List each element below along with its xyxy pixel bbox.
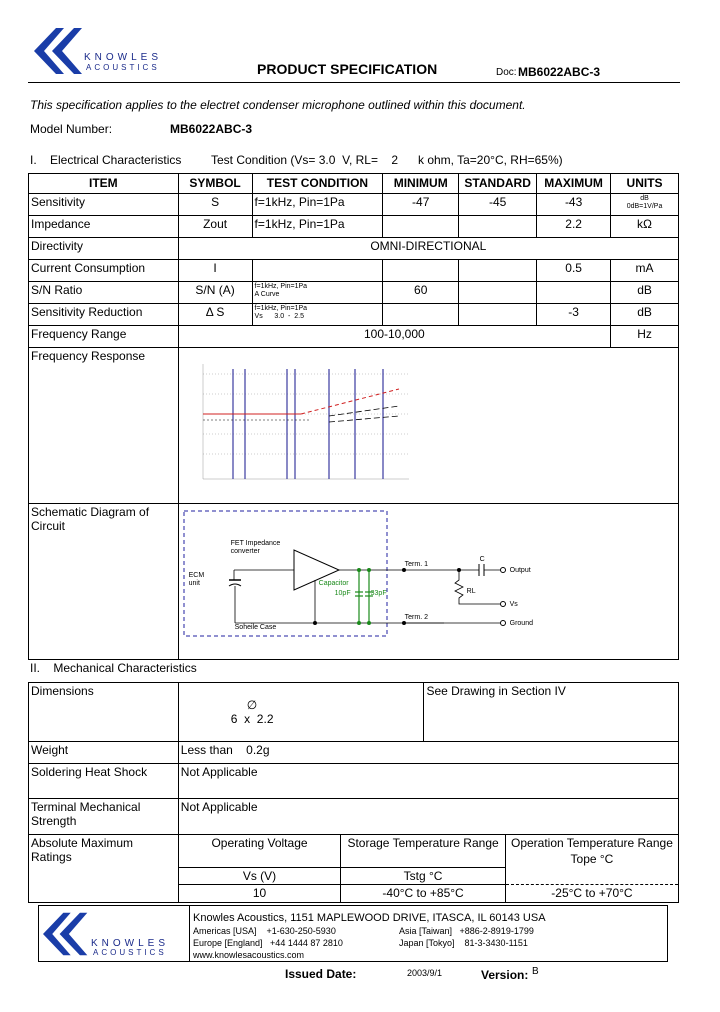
- ecm-label-2: unit: [188, 580, 200, 587]
- dimensions-value: 6 x 2.2: [230, 712, 274, 726]
- row-unit: [611, 194, 679, 216]
- frequency-response-row: [29, 348, 679, 504]
- storage-temp-header: Storage Temperature Range: [341, 835, 506, 867]
- header-minimum: MINIMUM: [383, 174, 459, 194]
- ratings-row: [29, 835, 679, 903]
- ratings-value-row: [179, 884, 678, 902]
- soldering-value: Not Applicable: [178, 764, 678, 799]
- row-unit: Hz: [611, 326, 679, 348]
- ratings-header-row: [179, 835, 678, 867]
- row-max: 0.5: [537, 260, 611, 282]
- row-item: Directivity: [29, 238, 179, 260]
- ecm-label-1: ECM: [188, 572, 205, 579]
- table-row: [29, 194, 679, 216]
- soldering-label: Soldering Heat Shock: [29, 764, 179, 799]
- header-standard: STANDARD: [459, 174, 537, 194]
- table-row: [29, 260, 679, 282]
- cond-vs: Vs: [254, 313, 263, 320]
- weight-label: Weight: [29, 742, 179, 764]
- row-item: Impedance: [29, 216, 179, 238]
- table-row: [29, 326, 679, 348]
- row-min: [383, 216, 459, 238]
- freq-response-label: Frequency Response: [29, 348, 179, 504]
- test-condition: Test Condition (Vs= 3.0 V, RL= 2 k ohm, Ta=20°C, RH=65%): [211, 153, 563, 167]
- cond-range: 3.0 - 2.5: [274, 313, 304, 320]
- footer-europe: Europe [England] +44 1444 87 2810: [193, 938, 343, 948]
- table-row: [29, 238, 679, 260]
- row-unit: dB: [611, 282, 679, 304]
- logo-line2: ACOUSTICS: [86, 63, 160, 72]
- row-unit: dB: [611, 304, 679, 326]
- electrical-section-title: I. Electrical Characteristics: [30, 153, 182, 167]
- dimensions-label: Dimensions: [29, 683, 179, 742]
- output-label: Output: [509, 567, 531, 574]
- row-unit: kΩ: [611, 216, 679, 238]
- version-label: Version:: [481, 968, 529, 982]
- row-item: Sensitivity Reduction: [29, 304, 179, 326]
- rl-label: RL: [466, 588, 476, 595]
- row-item: Sensitivity: [29, 194, 179, 216]
- doc-label: Doc:: [496, 67, 517, 78]
- unit-ref: 0dB=1V/Pa: [626, 203, 663, 210]
- weight-row: [29, 742, 679, 764]
- fet-label-1: FET Impedance: [230, 540, 281, 547]
- operation-temp-header: [505, 835, 678, 884]
- cond-line-1: f=1kHz, Pin=1Pa: [254, 283, 308, 290]
- row-symbol: S/N (A): [178, 282, 252, 304]
- c-label: C: [479, 556, 485, 563]
- vs-label: Vs: [509, 601, 518, 608]
- header-test-condition: TEST CONDITION: [252, 174, 383, 194]
- row-item: Frequency Range: [29, 326, 179, 348]
- page-title: PRODUCT SPECIFICATION: [257, 61, 438, 77]
- ratings-grid: [179, 835, 678, 902]
- tope-symbol: Tope °C: [570, 852, 614, 866]
- fet-label-2: converter: [230, 548, 260, 555]
- soldering-row: [29, 764, 679, 799]
- row-max: [537, 282, 611, 304]
- term2-label: Term. 2: [404, 614, 428, 621]
- footer-company: Knowles Acoustics, 1151 MAPLEWOOD DRIVE, ITASCA, IL 60143 USA: [193, 912, 546, 924]
- row-condition: [252, 260, 383, 282]
- logo-line1: KNOWLES: [84, 52, 163, 63]
- footer-box: [38, 905, 668, 962]
- tope-value: -25°C to +70°C: [505, 884, 678, 902]
- capacitor-label: Capacitor: [318, 580, 349, 587]
- header-item: ITEM: [29, 174, 179, 194]
- op-voltage-header: Operating Voltage: [179, 835, 341, 867]
- doc-value: MB6022ABC-3: [518, 65, 601, 79]
- footer-logo-k-icon: [43, 912, 91, 956]
- diameter-icon: ∅: [246, 698, 258, 712]
- vs-value: 10: [179, 884, 341, 902]
- ground-label: Ground: [509, 620, 533, 627]
- row-max: -3: [537, 304, 611, 326]
- row-symbol: S: [178, 194, 252, 216]
- header-rule: [28, 82, 680, 83]
- row-value: 100-10,000: [178, 326, 610, 348]
- row-unit: mA: [611, 260, 679, 282]
- cond-line-2: A Curve: [254, 291, 280, 298]
- vs-symbol: Vs (V): [179, 867, 341, 884]
- dimensions-value-cell: [178, 683, 424, 742]
- dimensions-note: See Drawing in Section IV: [424, 683, 679, 742]
- header-symbol: SYMBOL: [178, 174, 252, 194]
- mechanical-table: [28, 682, 679, 903]
- footer-americas: Americas [USA] +1-630-250-5930: [193, 926, 336, 936]
- row-std: [459, 304, 537, 326]
- terminal-row: [29, 799, 679, 835]
- knowles-logo: [34, 28, 184, 73]
- row-item: S/N Ratio: [29, 282, 179, 304]
- issued-date-value: 2003/9/1: [407, 968, 443, 978]
- operation-temp-title: Operation Temperature Range: [510, 836, 673, 850]
- terminal-label: Terminal Mechanical Strength: [29, 799, 179, 835]
- cap-10-label: 10pF: [334, 590, 351, 597]
- row-min: [383, 304, 459, 326]
- issued-date-label: Issued Date:: [285, 967, 357, 981]
- footer-logo-line2: ACOUSTICS: [93, 948, 167, 957]
- row-symbol: Zout: [178, 216, 252, 238]
- cond-line-1: f=1kHz, Pin=1Pa: [254, 305, 308, 312]
- dimensions-row: [29, 683, 679, 742]
- footer-japan: Japan [Tokyo] 81-3-3430-1151: [399, 938, 528, 948]
- row-condition: [252, 282, 383, 304]
- row-min: -47: [383, 194, 459, 216]
- tstg-value: -40°C to +85°C: [341, 884, 506, 902]
- table-row: [29, 282, 679, 304]
- freq-response-cell: [178, 348, 678, 504]
- terminal-value: Not Applicable: [178, 799, 678, 835]
- row-std: [459, 282, 537, 304]
- unit-db: dB: [640, 195, 649, 202]
- row-max: -43: [537, 194, 611, 216]
- row-min: 60: [383, 282, 459, 304]
- row-value: OMNI-DIRECTIONAL: [178, 238, 678, 260]
- model-label: Model Number:: [30, 122, 113, 136]
- footer-logo-line1: KNOWLES: [91, 938, 170, 949]
- ratings-grid-cell: [178, 835, 678, 903]
- footer-divider: [189, 906, 190, 961]
- row-condition: f=1kHz, Pin=1Pa: [252, 216, 383, 238]
- cond-line-2: [255, 313, 381, 321]
- row-std: [459, 216, 537, 238]
- frequency-response-graph: [179, 354, 419, 494]
- footer-web[interactable]: www.knowlesacoustics.com: [193, 950, 305, 960]
- version-value: B: [532, 966, 539, 977]
- row-symbol: Δ S: [178, 304, 252, 326]
- table-row: [29, 216, 679, 238]
- logo-k-icon: [34, 28, 86, 74]
- row-condition: f=1kHz, Pin=1Pa: [252, 194, 383, 216]
- row-std: [459, 260, 537, 282]
- intro-text: This specification applies to the electret condenser microphone outlined within this document.: [30, 98, 526, 112]
- header-units: UNITS: [611, 174, 679, 194]
- row-std: -45: [459, 194, 537, 216]
- mechanical-section-title: II. Mechanical Characteristics: [30, 661, 197, 675]
- model-value: MB6022ABC-3: [170, 122, 253, 136]
- row-min: [383, 260, 459, 282]
- row-symbol: I: [178, 260, 252, 282]
- row-max: 2.2: [537, 216, 611, 238]
- header-maximum: MAXIMUM: [537, 174, 611, 194]
- cap-33-label: 33pF: [370, 590, 387, 597]
- weight-value: Less than 0.2g: [178, 742, 678, 764]
- tstg-symbol: Tstg °C: [341, 867, 506, 884]
- row-condition: [252, 304, 383, 326]
- ratings-label: Absolute Maximum Ratings: [29, 835, 179, 903]
- term1-label: Term. 1: [404, 561, 428, 568]
- row-item: Current Consumption: [29, 260, 179, 282]
- case-label: Soheile Case: [234, 624, 277, 631]
- footer-asia: Asia [Taiwan] +886-2-8919-1799: [399, 926, 534, 936]
- schematic-cell: [178, 504, 678, 660]
- schematic-row: [29, 504, 679, 660]
- table-row: [29, 304, 679, 326]
- table-header-row: [29, 174, 679, 194]
- schematic-label: Schematic Diagram of Circuit: [29, 504, 179, 660]
- electrical-table: [28, 173, 679, 660]
